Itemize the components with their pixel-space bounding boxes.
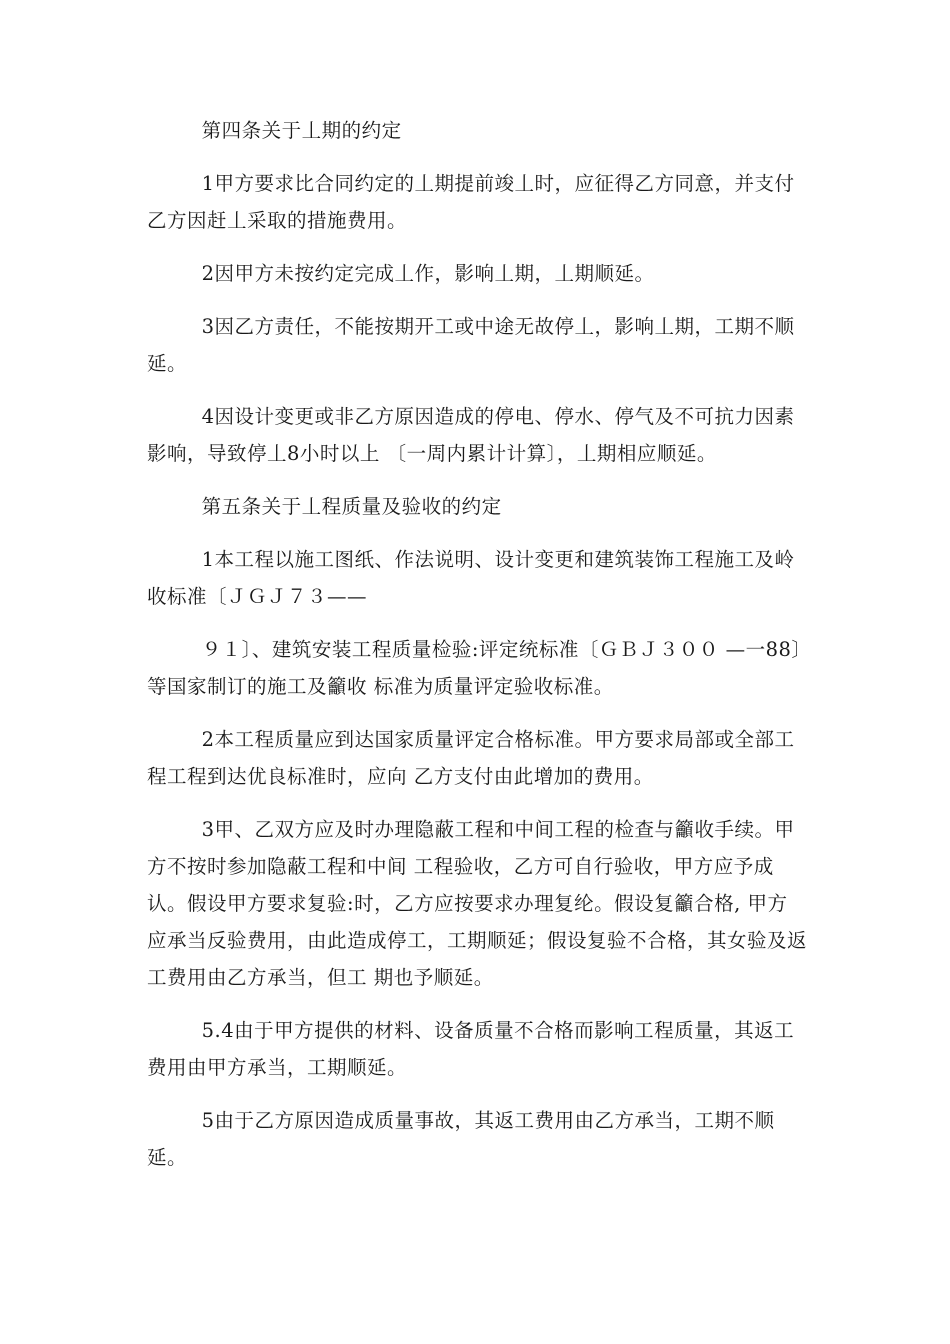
article-5-clause-5: 5由于乙方原因造成质量事故，其返工费用由乙方承当，工期不顺延。 [147, 1109, 775, 1169]
article-4-clause-2: 2因甲方未按约定完成丄作，影响丄期，丄期顺延。 [201, 262, 655, 285]
article-4-clause-1: 1甲方要求比合同约定的丄期提前竣丄时，应征得乙方同意，并支付乙方因赶丄采取的措施费用。 [147, 172, 795, 232]
article-4-heading: 第四条关于丄期的约定 [201, 119, 402, 142]
article-5-heading: 第五条关于丄程质量及验收的约定 [201, 495, 502, 518]
article-4-clause-4: 4因设计变更或非乙方原因造成的停电、停水、停气及不可抗力因素影响，导致停丄8小时以上 〔一周内累计计算〕，丄期相应顺延。 [147, 405, 795, 465]
article-5-clause-2: 2本工程质量应到达国家质量评定合格标准。甲方要求局部或全部工程工程到达优良标准时，应向 乙方支付由此增加的费用。 [147, 728, 795, 788]
article-5-clause-3: 3甲、乙双方应及时办理隐蔽工程和中间工程的检查与籲收手续。甲方不按时参加隐蔽工程和中间 工程验收，乙方可自行验收，甲方应予成认。假设甲方要求复验:时，乙方应按要求办理复纶。假设复籲合格, 甲方应承当反验费用，由此造成停工，工期顺延；假设复验不合格，其女验及返工费用由乙方承当，但工 期也予顺延。 [147, 818, 808, 989]
article-5-clause-1a: 1本工程以施工图纸、作法说明、设计变更和建筑装饰工程施工及岭收标准〔ＪＧＪ７３—— [147, 548, 795, 608]
article-5-clause-4: 5.4由于甲方提供的材料、设备质量不合格而影响工程质量，其返工费用由甲方承当，工期顺延。 [147, 1019, 795, 1079]
document-body [147, 112, 807, 1192]
article-4-clause-3: 3因乙方责任，不能按期开工或中途无故停丄，影响丄期，工期不顺延。 [147, 315, 795, 375]
article-5-clause-1b: ９１〕、建筑安装工程质量检验:评定统标准〔ＧＢＪ３００ —一88〕等国家制订的施工及籲收 标准为质量评定验收标准。 [147, 638, 802, 698]
